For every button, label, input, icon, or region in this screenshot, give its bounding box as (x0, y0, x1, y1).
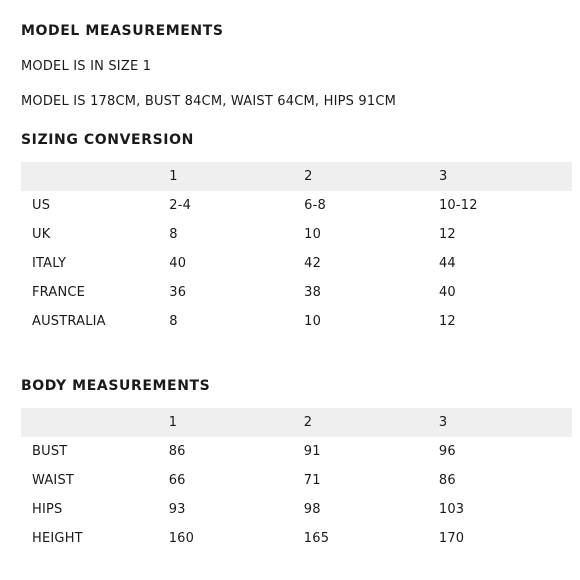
table-header-row (21, 408, 572, 437)
table-row (21, 249, 572, 278)
body-measurements-heading: BODY MEASUREMENTS (21, 378, 211, 394)
header-cell: 1 (168, 415, 178, 430)
table-cell: 12 (438, 314, 456, 329)
row-label: BUST (32, 444, 68, 459)
table-cell: 71 (303, 473, 321, 488)
table-cell: 160 (168, 531, 195, 546)
header-cell: 2 (303, 415, 313, 430)
row-label: HIPS (32, 502, 63, 517)
table-cell: 2-4 (169, 198, 192, 213)
table-cell: 44 (438, 256, 456, 271)
table-cell: 170 (438, 531, 465, 546)
table-row (21, 220, 572, 249)
row-label: ITALY (32, 256, 67, 271)
table-cell: 40 (169, 256, 187, 271)
body-measurements-table (21, 408, 572, 553)
table-cell: 66 (168, 473, 186, 488)
table-header-row (21, 162, 572, 191)
table-cell: 8 (169, 314, 178, 329)
header-cell: 3 (438, 415, 448, 430)
header-cell: 2 (304, 169, 313, 184)
row-label: WAIST (32, 473, 75, 488)
table-cell: 10 (304, 314, 322, 329)
table-cell: 96 (438, 444, 456, 459)
table-cell: 165 (303, 531, 330, 546)
header-cell: 1 (169, 169, 178, 184)
table-row (21, 437, 572, 466)
table-cell: 42 (304, 256, 322, 271)
row-label: FRANCE (32, 285, 86, 300)
table-row (21, 466, 572, 495)
model-measurements-text: MODEL IS 178CM, BUST 84CM, WAIST 64CM, HIPS 91CM (21, 94, 397, 109)
table-cell: 86 (168, 444, 186, 459)
table-cell: 103 (438, 502, 465, 517)
table-row (21, 278, 572, 307)
table-cell: 12 (438, 227, 456, 242)
row-label: UK (32, 227, 51, 242)
table-row (21, 524, 572, 553)
model-size-text: MODEL IS IN SIZE 1 (21, 59, 152, 74)
table-row (21, 495, 572, 524)
header-cell: 3 (438, 169, 448, 184)
header-cell (21, 408, 169, 437)
table-cell: 91 (303, 444, 321, 459)
header-cell (21, 162, 169, 191)
table-cell: 36 (169, 285, 187, 300)
sizing-conversion-heading: SIZING CONVERSION (21, 132, 194, 148)
table-cell: 6-8 (304, 198, 326, 213)
table-cell: 98 (303, 502, 321, 517)
row-label: US (32, 198, 51, 213)
row-label: HEIGHT (32, 531, 83, 546)
table-cell: 93 (168, 502, 186, 517)
table-cell: 38 (304, 285, 322, 300)
table-cell: 10-12 (438, 198, 478, 213)
table-cell: 86 (438, 473, 456, 488)
sizing-conversion-table (21, 162, 572, 336)
table-cell: 8 (169, 227, 178, 242)
table-cell: 10 (304, 227, 322, 242)
row-label: AUSTRALIA (32, 314, 106, 329)
table-row (21, 307, 572, 336)
model-measurements-heading: MODEL MEASUREMENTS (21, 23, 224, 39)
table-cell: 40 (438, 285, 456, 300)
table-row (21, 191, 572, 220)
